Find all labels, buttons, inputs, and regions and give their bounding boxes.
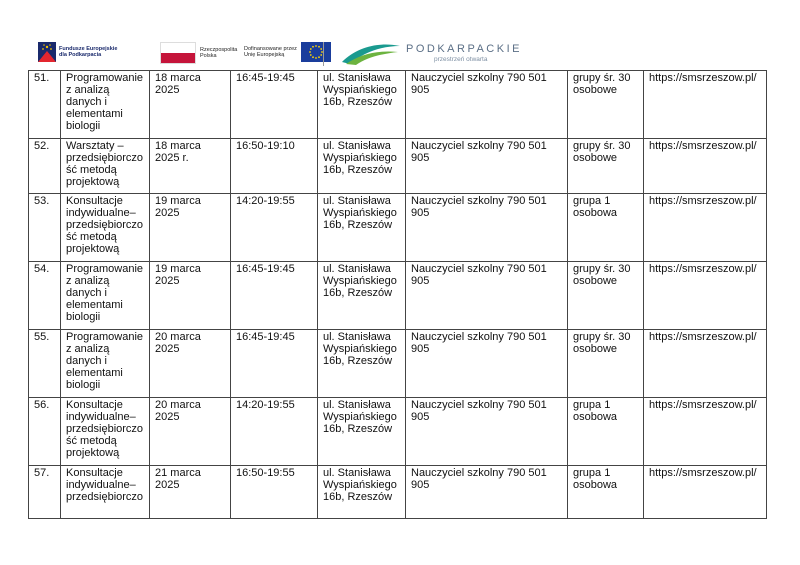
cell-no: 51.	[29, 71, 61, 139]
table-row	[29, 398, 767, 466]
cell-time: 16:45-19:45	[231, 71, 318, 139]
podkarpackie-wave-icon	[340, 40, 402, 66]
cell-url: https://smsrzeszow.pl/	[644, 466, 767, 519]
logo-strip	[38, 38, 522, 70]
cell-group: grupy śr. 30 osobowe	[568, 71, 644, 139]
table-row	[29, 466, 767, 519]
podkarpackie-logo	[340, 40, 522, 66]
podkarpackie-subtitle: przestrzeń otwarta	[434, 56, 488, 63]
cell-group: grupa 1 osobowa	[568, 398, 644, 466]
cell-no: 56.	[29, 398, 61, 466]
cell-group: grupy śr. 30 osobowe	[568, 262, 644, 330]
eu-flag-icon	[301, 42, 331, 62]
cell-contact: Nauczyciel szkolny 790 501 905	[406, 398, 568, 466]
cell-address: ul. Stanisława Wyspiańskiego 16b, Rzeszów	[318, 194, 406, 262]
cell-url: https://smsrzeszow.pl/	[644, 330, 767, 398]
cell-time: 16:45-19:45	[231, 262, 318, 330]
unia-europejska-logo	[244, 42, 331, 62]
cell-no: 53.	[29, 194, 61, 262]
cell-time: 16:50-19:10	[231, 139, 318, 194]
cell-name: Warsztaty – przedsiębiorczo ść metodą projektową	[61, 139, 150, 194]
cell-time: 16:50-19:55	[231, 466, 318, 519]
table-row	[29, 262, 767, 330]
cell-contact: Nauczyciel szkolny 790 501 905	[406, 71, 568, 139]
cell-name: Konsultacje indywidualne– przedsiębiorczo	[61, 466, 150, 519]
cell-address: ul. Stanisława Wyspiańskiego 16b, Rzeszów	[318, 71, 406, 139]
cell-no: 54.	[29, 262, 61, 330]
cell-address: ul. Stanisława Wyspiańskiego 16b, Rzeszów	[318, 398, 406, 466]
cell-contact: Nauczyciel szkolny 790 501 905	[406, 262, 568, 330]
cell-group: grupy śr. 30 osobowe	[568, 139, 644, 194]
cell-url: https://smsrzeszow.pl/	[644, 139, 767, 194]
fe-star-icon	[38, 42, 56, 62]
cell-url: https://smsrzeszow.pl/	[644, 194, 767, 262]
fundusze-europejskie-logo	[38, 42, 117, 62]
cell-contact: Nauczyciel szkolny 790 501 905	[406, 466, 568, 519]
rp-line1: Rzeczpospolita	[200, 47, 238, 53]
cell-contact: Nauczyciel szkolny 790 501 905	[406, 194, 568, 262]
table-row	[29, 139, 767, 194]
ue-line1: Dofinansowane przez	[244, 46, 297, 52]
table-row	[29, 71, 767, 139]
cell-address: ul. Stanisława Wyspiańskiego 16b, Rzeszów	[318, 330, 406, 398]
table-row	[29, 194, 767, 262]
cell-no: 57.	[29, 466, 61, 519]
logo-divider	[323, 42, 324, 66]
cell-no: 52.	[29, 139, 61, 194]
cell-date: 20 marca 2025	[150, 398, 231, 466]
cell-name: Konsultacje indywidualne– przedsiębiorczo ść metodą projektową	[61, 194, 150, 262]
cell-group: grupy śr. 30 osobowe	[568, 330, 644, 398]
ue-line2: Unię Europejską	[244, 52, 285, 58]
cell-date: 19 marca 2025	[150, 262, 231, 330]
cell-name: Konsultacje indywidualne– przedsiębiorczo ść metodą projektową	[61, 398, 150, 466]
cell-name: Programowanie z analizą danych i elementami biologii	[61, 71, 150, 139]
rp-line2: Polska	[200, 53, 217, 59]
cell-name: Programowanie z analizą danych i elementami biologii	[61, 262, 150, 330]
cell-time: 14:20-19:55	[231, 194, 318, 262]
cell-time: 14:20-19:55	[231, 398, 318, 466]
podkarpackie-title: PODKARPACKIE	[406, 43, 522, 55]
rzeczpospolita-polska-logo	[160, 42, 237, 64]
cell-group: grupa 1 osobowa	[568, 466, 644, 519]
cell-date: 19 marca 2025	[150, 194, 231, 262]
cell-name: Programowanie z analizą danych i elementami biologii	[61, 330, 150, 398]
schedule-table	[28, 70, 767, 519]
fe-line1: Fundusze Europejskie	[59, 46, 118, 52]
cell-url: https://smsrzeszow.pl/	[644, 398, 767, 466]
cell-contact: Nauczyciel szkolny 790 501 905	[406, 330, 568, 398]
cell-group: grupa 1 osobowa	[568, 194, 644, 262]
cell-date: 21 marca 2025	[150, 466, 231, 519]
cell-address: ul. Stanisława Wyspiańskiego 16b, Rzeszów	[318, 262, 406, 330]
cell-address: ul. Stanisława Wyspiańskiego 16b, Rzeszów	[318, 466, 406, 519]
poland-flag-icon	[160, 42, 196, 64]
cell-no: 55.	[29, 330, 61, 398]
fe-line2: dla Podkarpacia	[59, 52, 102, 58]
table-row	[29, 330, 767, 398]
cell-url: https://smsrzeszow.pl/	[644, 262, 767, 330]
cell-date: 20 marca 2025	[150, 330, 231, 398]
cell-date: 18 marca 2025 r.	[150, 139, 231, 194]
cell-address: ul. Stanisława Wyspiańskiego 16b, Rzeszów	[318, 139, 406, 194]
cell-date: 18 marca 2025	[150, 71, 231, 139]
cell-time: 16:45-19:45	[231, 330, 318, 398]
cell-contact: Nauczyciel szkolny 790 501 905	[406, 139, 568, 194]
cell-url: https://smsrzeszow.pl/	[644, 71, 767, 139]
